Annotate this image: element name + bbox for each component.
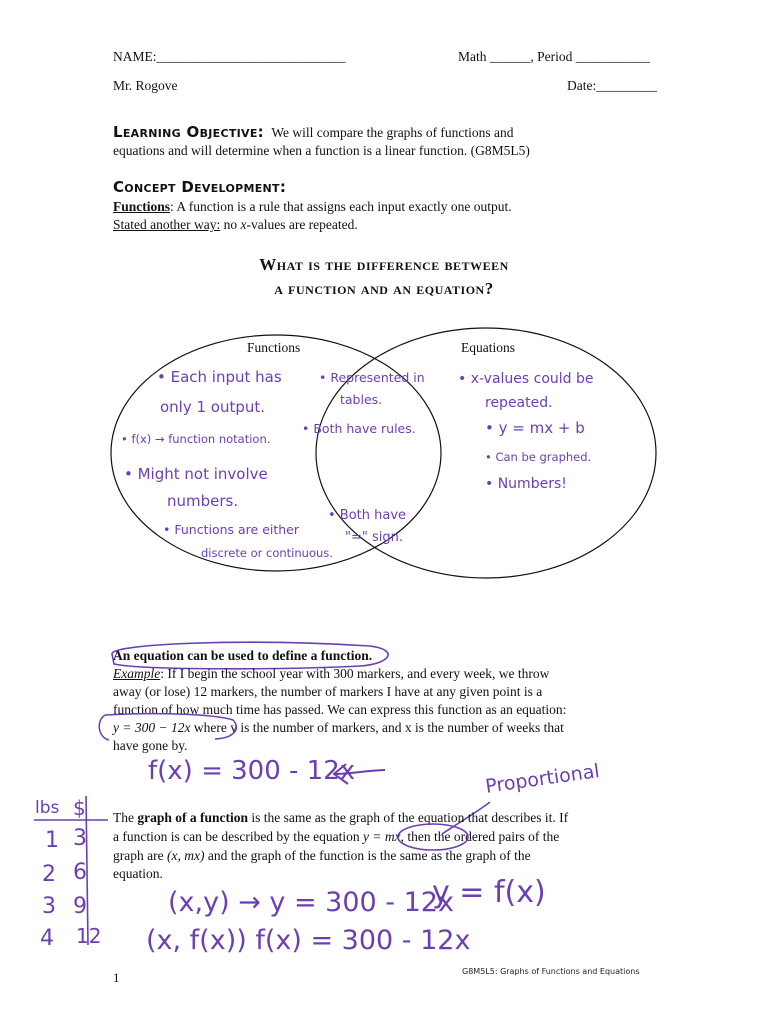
middle-note-4: • Both have: [328, 508, 407, 523]
objective-heading: Learning Objective:: [113, 123, 264, 141]
functions-def-text: : A function is a rule that assigns each input exactly one output.: [170, 199, 512, 214]
math-period-field: [458, 48, 650, 66]
middle-note-3: • Both have rules.: [302, 421, 416, 436]
name-field: [113, 48, 346, 66]
example-line-4-text: where y is the number of markers, and x is the number of weeks that: [190, 720, 564, 735]
table-row-4-lbs: 4: [40, 926, 54, 951]
table-row-3-dollar: 9: [73, 894, 87, 919]
graph-line-1-b: is the same as the graph of the equation that describes it. If: [248, 810, 569, 825]
proportional-note: Proportional: [484, 759, 601, 798]
example-line-2: away (or lose) 12 markers, the number of markers I have at any given point is a: [113, 684, 543, 699]
name-label: NAME:: [113, 49, 157, 64]
handwritten-xy-line: (x,y) → y = 300 - 12x: [168, 887, 454, 918]
right-note-1: • x-values could be: [458, 371, 594, 387]
ordered-pair: (x, mx): [166, 848, 205, 863]
left-note-1: • Each input has: [157, 368, 282, 386]
functions-definition: [113, 198, 512, 216]
table-row-2-lbs: 2: [42, 862, 56, 887]
teacher-name: Mr. Rogove: [113, 78, 178, 93]
left-note-5: numbers.: [167, 492, 239, 510]
example-heading: An equation can be used to define a function.: [113, 648, 373, 663]
another-way-text-a: no: [220, 217, 241, 232]
equation-inline: y = 300 − 12x: [113, 720, 191, 735]
y-mx-circle-annotation: [395, 820, 475, 854]
graph-line-1: [113, 809, 568, 827]
graph-line-1-a: The: [113, 810, 138, 825]
left-note-6: • Functions are either: [163, 522, 300, 537]
left-note-3: • f(x) → function notation.: [121, 432, 271, 446]
graph-line-2: [113, 828, 559, 846]
graph-line-4: equation.: [113, 866, 163, 881]
left-note-4: • Might not involve: [124, 465, 268, 483]
handwritten-y-fx: y = f(x): [432, 875, 546, 910]
page-number: 1: [113, 970, 120, 985]
graph-of-function-term: graph of a function: [137, 810, 249, 825]
table-row-3-lbs: 3: [42, 894, 56, 919]
venn-equations-label: Equations: [461, 340, 515, 355]
example-line-1-text: : If I begin the school year with 300 markers, and every week, we throw: [160, 666, 550, 681]
date-label: Date:: [567, 78, 597, 93]
venn-functions-label: Functions: [247, 340, 301, 355]
middle-note-2: tables.: [340, 392, 383, 407]
question-line-1: What is the difference between: [259, 255, 509, 274]
example-line-5: have gone by.: [113, 738, 188, 753]
equation-y-mx: y = mx: [363, 829, 401, 844]
another-way-text-b: -values are repeated.: [246, 217, 358, 232]
x-variable: x: [240, 217, 247, 232]
right-note-4: • Can be graphed.: [485, 450, 592, 464]
right-note-2: repeated.: [485, 395, 553, 411]
objective-text-1: We will compare the graphs of functions and: [271, 125, 514, 140]
period-blank: ___________: [575, 49, 650, 64]
example-line-1: [113, 665, 549, 683]
right-note-3: • y = mx + b: [485, 419, 585, 437]
question-line-2: a function and an equation?: [274, 279, 494, 298]
math-label: Math: [458, 49, 487, 64]
table-row-4-dollar: 12: [76, 924, 102, 948]
objective-line-1: [113, 123, 514, 142]
graph-line-2-b: , then the ordered pairs of the: [400, 829, 560, 844]
table-header-lbs: lbs: [35, 798, 60, 818]
example-line-3: function of how much time has passed. We can express this function as an equation:: [113, 702, 567, 717]
period-label: , Period: [530, 49, 573, 64]
date-field: [567, 77, 657, 95]
handwritten-xfx-line: (x, f(x)) f(x) = 300 - 12x: [146, 925, 471, 956]
table-row-2-dollar: 6: [73, 860, 87, 885]
another-way-term: Stated another way:: [113, 217, 221, 232]
math-blank: ______: [489, 49, 531, 64]
graph-line-3-b: and the graph of the function is the same as the graph of the: [204, 848, 531, 863]
left-note-7: discrete or continuous.: [201, 546, 333, 560]
concept-heading: Concept Development:: [113, 178, 287, 196]
table-row-1-lbs: 1: [45, 828, 59, 853]
graph-line-3-a: graph are: [113, 848, 167, 863]
example-label: Example: [113, 666, 161, 681]
table-row-1-dollar: 3: [73, 826, 87, 851]
right-note-5: • Numbers!: [485, 476, 567, 492]
equation-circle-annotation: [95, 712, 245, 742]
graph-line-2-a: a function is can be described by the equation: [113, 829, 364, 844]
date-blank: _________: [596, 78, 657, 93]
middle-note-5: "=" sign.: [345, 530, 403, 545]
another-way-line: [113, 216, 358, 234]
table-header-dollar: $: [73, 796, 86, 820]
footer-code: G8M5L5: Graphs of Functions and Equations: [462, 967, 640, 976]
objective-text-2: equations and will determine when a function is a linear function. (G8M5L5): [113, 143, 530, 158]
arrow-left-icon: [330, 758, 390, 788]
handwritten-fx-note: f(x) = 300 - 12x: [148, 756, 356, 786]
left-note-2: only 1 output.: [160, 398, 266, 416]
venn-diagram: [0, 320, 768, 590]
name-blank: ____________________________: [156, 49, 346, 64]
functions-term: Functions: [113, 199, 171, 214]
middle-note-1: • Represented in: [319, 370, 425, 385]
